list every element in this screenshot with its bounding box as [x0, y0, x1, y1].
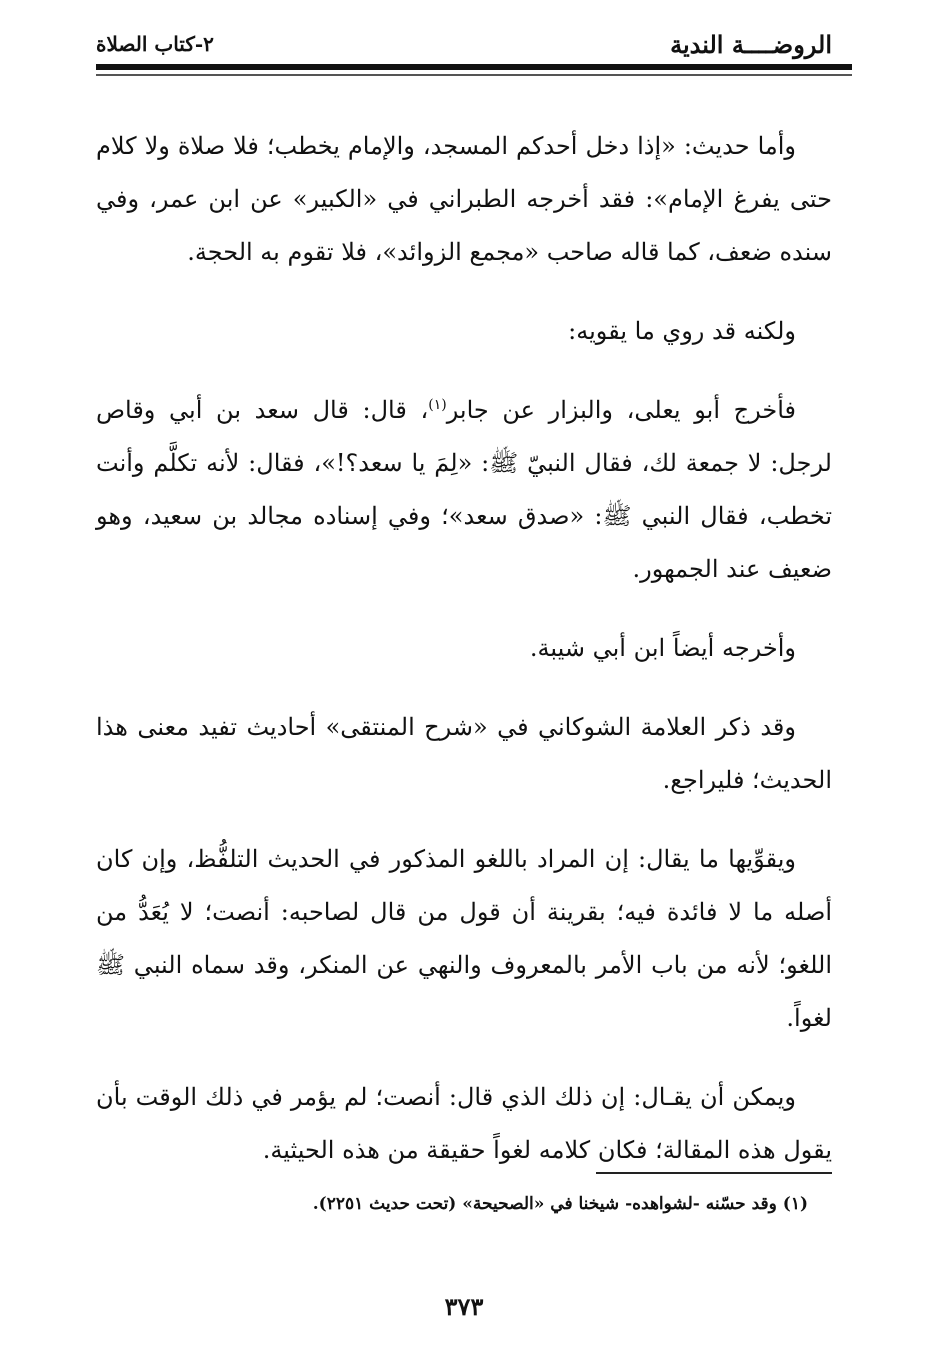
- paragraph: ويمكن أن يقـال: إن ذلك الذي قال: أنصت؛ لم يؤمر في ذلك الوقت بأن يقول هذه المقالة؛ فكان كلامه لغواً حقيقة من هذه الحيثية.: [96, 1083, 832, 1164]
- paragraph: وأخرجه أيضاً ابن أبي شيبة.: [529, 634, 796, 662]
- footnote-separator: [596, 1172, 832, 1174]
- paragraph: ويقوِّيها ما يقال: إن المراد باللغو المذكور في الحديث التلفُّظ، وإن كان أصله ما لا فائدة فيه؛ بقرينة أن قول من قال لصاحبه: أنصت؛ لا يُعَدُّ من اللغو؛ لأنه من باب الأمر بالمعروف والنهي عن المنكر، وقد سماه النبي ﷺ لغواً.: [96, 845, 832, 1032]
- footnote-marker: (١): [428, 397, 447, 413]
- page-number: ٣٧٣: [444, 1292, 484, 1321]
- footnote: (١) وقد حسّنه -لشواهده- شيخنا في «الصحيحة» (تحت حديث ٢٢٥١).: [312, 1194, 808, 1214]
- paragraph-part: فأخرج أبو يعلى، والبزار عن جابر: [446, 396, 797, 424]
- book-title: الروضــــة الندية: [670, 30, 832, 59]
- paragraph-part: ، قال: قال سعد بن أبي وقاص لرجل: لا جمعة لك، فقال النبيّ ﷺ: «لِمَ يا سعد؟!»، فقال: لأنه تكلَّم وأنت تخطب، فقال النبي ﷺ: «صدق سعد»؛ وفي إسناده مجالد بن سعيد، وهو ضعيف عند الجمهور.: [96, 396, 832, 583]
- paragraph: وأما حديث: «إذا دخل أحدكم المسجد، والإمام يخطب؛ فلا صلاة ولا كلام حتى يفرغ الإمام»: فقد أخرجه الطبراني في «الكبير» عن ابن عمر، وفي سنده ضعف، كما قاله صاحب «مجمع الزوائد»، فلا تقوم به الحجة.: [96, 132, 832, 266]
- paragraph: ولكنه قد روي ما يقويه:: [568, 317, 796, 345]
- paragraph: وقد ذكر العلامة الشوكاني في «شرح المنتقى» أحاديث تفيد معنى هذا الحديث؛ فليراجع.: [96, 713, 832, 794]
- chapter-title: ٢-كتاب الصلاة: [96, 32, 214, 56]
- running-header: [96, 28, 832, 58]
- header-rule-thin: [96, 74, 852, 76]
- paragraph: [96, 384, 832, 596]
- header-rule-thick: [96, 64, 852, 70]
- main-text: [96, 120, 832, 1203]
